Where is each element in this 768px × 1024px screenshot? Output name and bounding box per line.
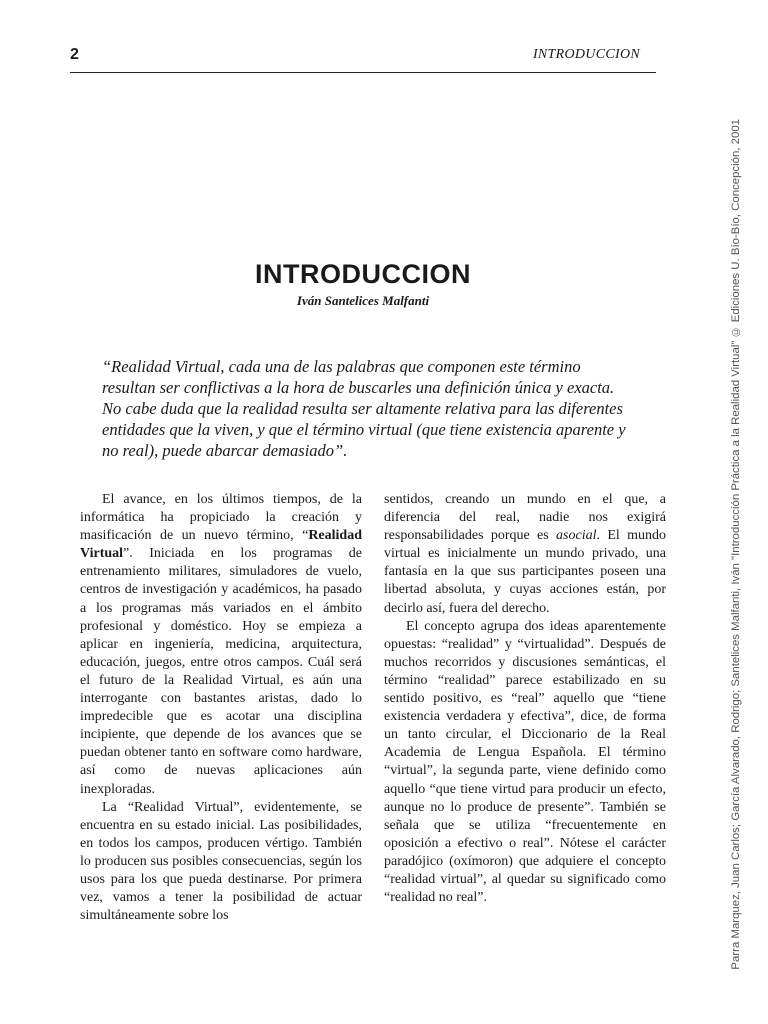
epigraph-quote: “Realidad Virtual, cada una de las palabras que componen este término resultan ser conflictivas a la hora de buscarles una definición única y exacta. No cabe duda que la realidad resulta ser altamente relativa para las diferentes entidades que la viven, y que el término virtual (que tiene existencia aparente y no real), puede abarcar demasiado”. xyxy=(102,357,626,460)
chapter-author: Iván Santelices Malfanti xyxy=(296,293,430,308)
paragraph-bold-term: Realidad Virtual xyxy=(80,528,362,562)
paragraph xyxy=(80,491,362,799)
page-number: 2 xyxy=(70,46,79,63)
paragraph-text: . El mundo virtual es inicialmente un mundo privado, una fantasía en la que sus participantes poseen una libertad absoluta, y cuyas acciones están, por decirlo así, fuera del derecho. xyxy=(384,528,666,616)
paragraph-text: sentidos, creando un mundo en el que, a diferencia del real, nadie nos exigirá responsabilidades porque es xyxy=(384,492,666,544)
running-head: INTRODUCCION xyxy=(532,47,640,62)
paragraph-text: ”. Iniciada en los programas de entrenamiento militares, simuladores de vuelo, centros de investigación y académicos, ha pasado a los programas más variados en el ámbito profesional y doméstico. Hoy se empieza a aplicar en ingeniería, medicina, arquitectura, educación, juegos, entre otros campos. Cuál será el futuro de la Realidad Virtual, es aún una interrogante con bastantes aristas, dado lo impredecible que es acotar una disciplina incipiente, que depende de los avances que se puedan obtener tanto en software como hardware, así como de nuevas aplicaciones aún inexploradas. xyxy=(80,546,362,797)
copyright-side-note-text: Parra Marquez, Juan Carlos; García Alvarado, Rodrigo; Santelices Malfanti, Iván "Introducción Práctica a la Realidad Virtual" © Ediciones U. Bío-Bío, Concepción, 2001 xyxy=(730,119,742,970)
paragraph xyxy=(384,491,666,618)
chapter-title: INTRODUCCION xyxy=(255,259,471,289)
header-rule xyxy=(70,72,656,73)
paragraph: El concepto agrupa dos ideas aparentemente opuestas: “realidad” y “virtualidad”. Después de muchos recorridos y discusiones semánticas, el término “realidad” parece estabilizado en su sentido positivo, es “real” aquello que “tiene existencia verdadera y efectiva”, dice, de forma un tanto circular, el Diccionario de la Real Academia de Lengua Española. El término “virtual”, la segunda parte, viene definido como aquello “que tiene virtud para producir un efecto, aunque no lo produce de presente”. También se señala que se utiliza “frecuentemente en oposición a efectivo o real”. Nótese el carácter paradójico (oxímoron) que adquiere el concepto “realidad virtual”, al quedar su significado como “realidad no real”. xyxy=(384,618,666,906)
paragraph: La “Realidad Virtual”, evidentemente, se encuentra en su estado inicial. Las posibilidades, en todos los campos, producen vértigo. También lo producen sus posibles consecuencias, según los usos para los que pueda destinarse. Por primera vez, vamos a tener la posibilidad de actuar simultáneamente sobre los xyxy=(80,799,362,924)
body-column-right xyxy=(384,491,666,907)
paragraph-text: El avance, en los últimos tiempos, de la informática ha propiciado la creación y masificación de un nuevo término, “ xyxy=(80,492,362,544)
copyright-side-note xyxy=(726,50,750,970)
paragraph-italic-term: asocial xyxy=(556,528,597,544)
body-column-left xyxy=(80,491,362,925)
